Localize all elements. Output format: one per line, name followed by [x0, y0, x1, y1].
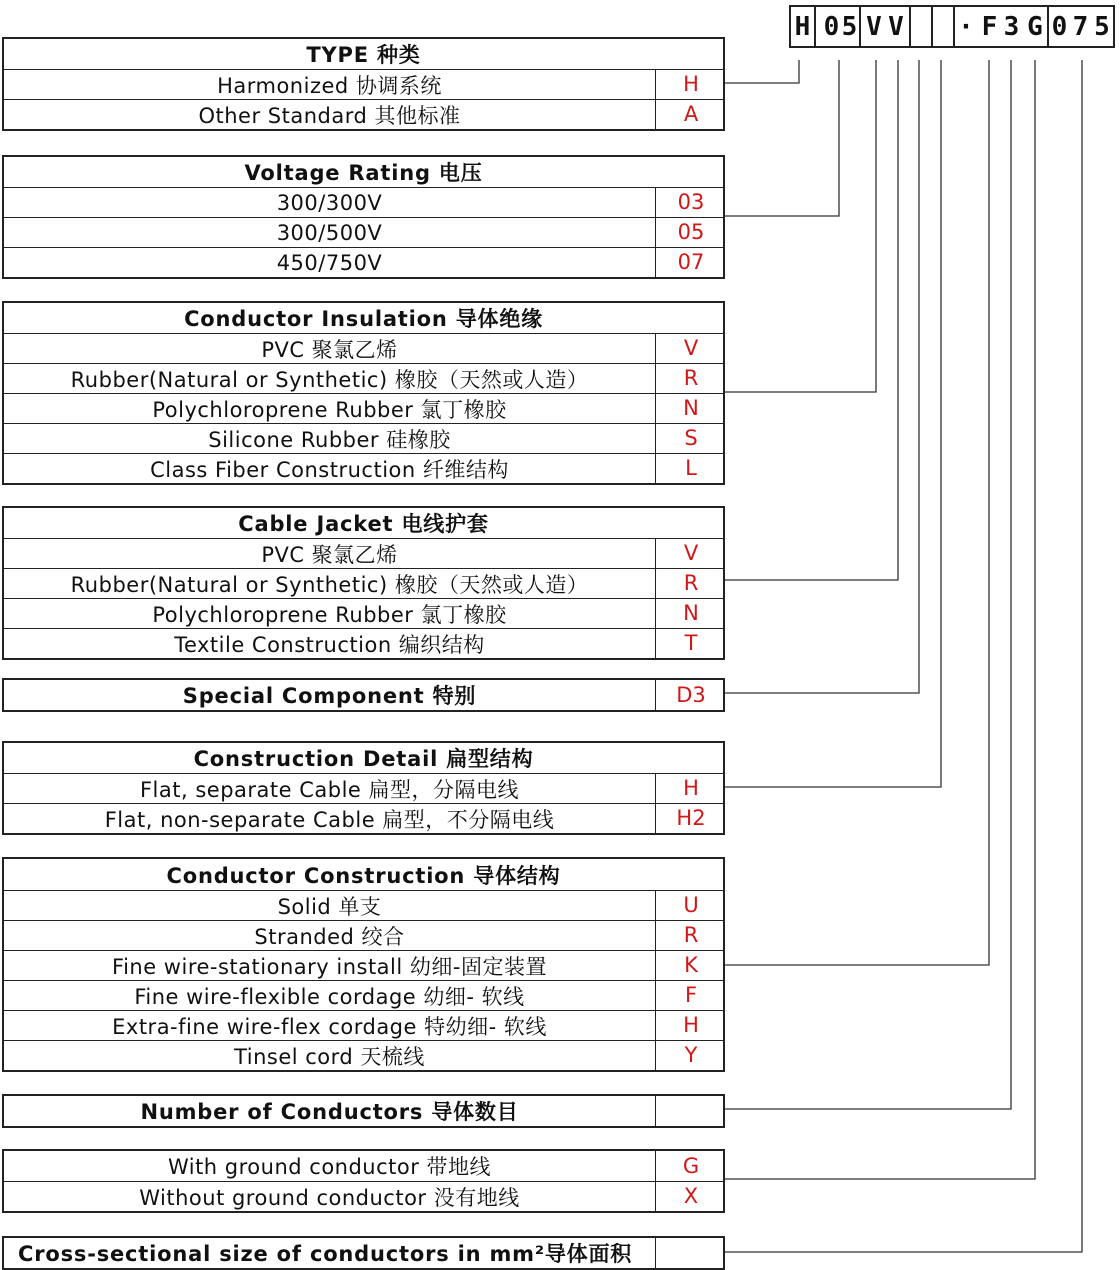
code-char: 0	[1051, 12, 1068, 42]
connector-line-jacket	[725, 60, 898, 580]
row-code: G	[655, 1150, 726, 1181]
row-label: Tinsel cord 天梳线	[234, 1044, 425, 1069]
code-char: 5	[1094, 12, 1110, 42]
row-code: V	[655, 538, 726, 568]
connector-line-number-of-conductors	[725, 60, 1011, 1109]
code-char: 5	[841, 12, 858, 42]
row-code: 05	[655, 217, 726, 247]
row-code: 03	[655, 187, 726, 217]
row-code: U	[655, 890, 726, 920]
row-label: Flat, separate Cable 扁型，分隔电线	[139, 777, 520, 802]
row-label: 300/300V	[276, 190, 383, 215]
special-title: Special Component 特别	[182, 684, 477, 708]
row-label: Rubber(Natural or Synthetic) 橡胶（天然或人造）	[70, 572, 589, 597]
row-code: N	[655, 393, 726, 423]
row-label: Extra-fine wire-flex cordage 特幼细- 软线	[112, 1014, 547, 1039]
code-char: 3	[1003, 12, 1020, 42]
connector-line-insulation	[725, 60, 876, 392]
row-code: T	[655, 628, 726, 658]
row-label: Stranded 绞合	[254, 924, 405, 949]
row-label: 300/500V	[276, 220, 383, 245]
conductor-construction-title: Conductor Construction 导体结构	[166, 863, 561, 888]
row-code: H	[655, 69, 726, 99]
row-code: X	[655, 1181, 726, 1211]
row-code: H2	[655, 803, 726, 833]
connector-line-special	[725, 60, 919, 693]
row-code: K	[655, 950, 726, 980]
voltage-title: Voltage Rating 电压	[244, 161, 483, 185]
row-code: R	[655, 363, 726, 393]
number-of-conductors-title: Number of Conductors 导体数目	[140, 1100, 519, 1124]
connector-line-cross-section	[725, 60, 1082, 1252]
jacket-title: Cable Jacket 电线护套	[238, 512, 489, 536]
row-label: PVC 聚氯乙烯	[261, 542, 398, 567]
type-title: TYPE 种类	[306, 43, 421, 67]
row-code: A	[655, 99, 726, 129]
row-label: Without ground conductor 没有地线	[139, 1185, 520, 1210]
row-code: H	[655, 1010, 726, 1040]
code-char: F	[981, 12, 998, 42]
code-char: V	[866, 12, 882, 42]
code-char: V	[888, 12, 904, 42]
code-char: H	[794, 12, 811, 42]
code-char: G	[1027, 12, 1043, 42]
row-label: Harmonized 协调系统	[217, 73, 442, 98]
cross-section-title: Cross-sectional size of conductors in mm²导体面积	[18, 1242, 633, 1266]
row-label: Solid 单支	[277, 894, 382, 919]
row-code: F	[655, 980, 726, 1010]
row-label: Other Standard 其他标准	[198, 103, 461, 128]
insulation-title: Conductor Insulation 导体绝缘	[184, 307, 543, 331]
connector-line-conductor-construction	[725, 60, 989, 965]
row-code: R	[655, 568, 726, 598]
row-label: Flat, non-separate Cable 扁型，不分隔电线	[104, 807, 555, 832]
row-label: Polychloroprene Rubber 氯丁橡胶	[152, 602, 507, 627]
row-label: Fine wire-flexible cordage 幼细- 软线	[134, 984, 525, 1009]
row-label: Silicone Rubber 硅橡胶	[208, 427, 451, 452]
row-label: With ground conductor 带地线	[167, 1155, 492, 1179]
row-code: S	[655, 423, 726, 453]
row-code: N	[655, 598, 726, 628]
row-label: Class Fiber Construction 纤维结构	[150, 457, 509, 482]
row-code: Y	[655, 1040, 726, 1070]
row-label: Fine wire-stationary install 幼细-固定装置	[112, 954, 547, 979]
row-label: 450/750V	[276, 250, 383, 275]
code-char: 0	[823, 12, 840, 42]
code-char: ·	[958, 12, 974, 42]
row-code: 07	[655, 247, 726, 277]
row-code: H	[655, 773, 726, 803]
connector-line-type	[725, 60, 799, 83]
row-code: V	[655, 333, 726, 363]
row-code: R	[655, 920, 726, 950]
construction-detail-title: Construction Detail 扁型结构	[193, 747, 534, 771]
connector-line-construction-detail	[725, 60, 941, 787]
row-code: D3	[655, 679, 726, 710]
row-label: Textile Construction 编织结构	[174, 632, 485, 657]
row-code: L	[655, 453, 726, 483]
row-label: PVC 聚氯乙烯	[261, 337, 398, 362]
row-label: Rubber(Natural or Synthetic) 橡胶（天然或人造）	[70, 367, 589, 392]
row-label: Polychloroprene Rubber 氯丁橡胶	[152, 397, 507, 422]
code-char: 7	[1072, 12, 1089, 42]
